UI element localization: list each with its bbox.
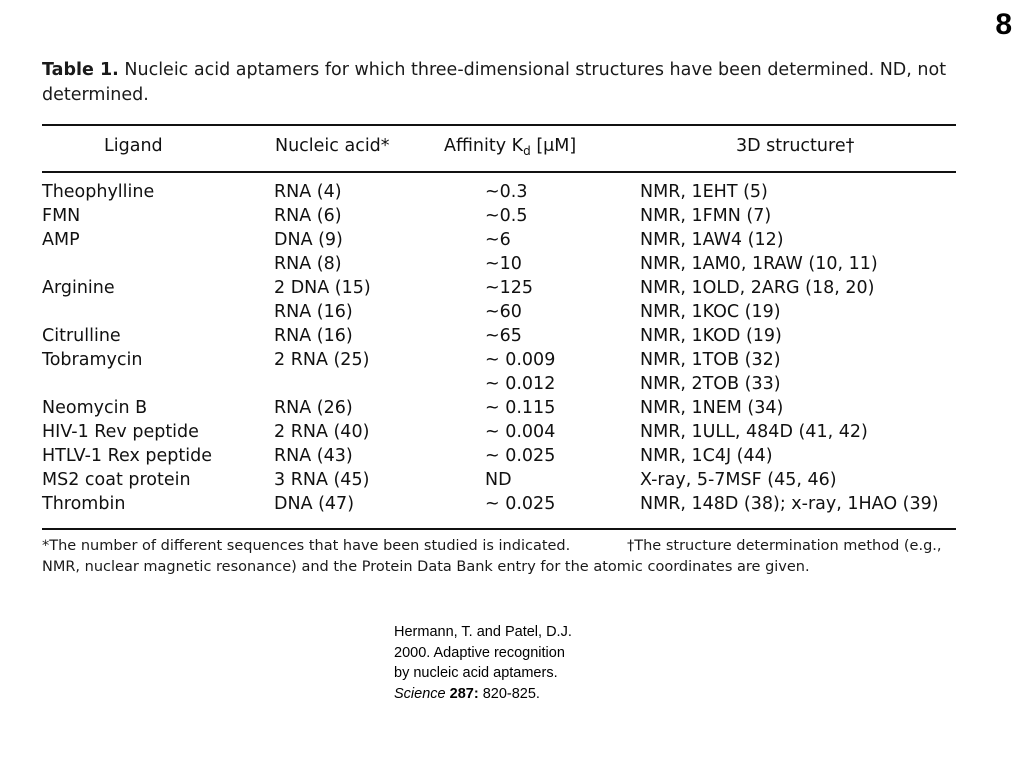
footnote-structure-method: †The structure determination method (e.g., [627,538,942,554]
cell-affinity: ~ 0.004 [485,422,556,442]
cell-structure: NMR, 1TOB (32) [640,350,781,370]
cell-structure: NMR, 1ULL, 484D (41, 42) [640,422,868,442]
header-affinity-unit: [μM] [536,136,577,156]
cell-nucleic-acid: DNA (47) [274,494,355,514]
cell-ligand: HIV-1 Rev peptide [42,422,199,442]
cell-affinity: ~ 0.115 [485,398,556,418]
citation-journal: Science [394,685,446,702]
citation-pages: 820-825. [482,685,540,702]
slide-number: 8 [995,8,1012,41]
footnote-sequences: *The number of different sequences that have been studied is indicated. [42,538,571,554]
cell-ligand: FMN [42,206,81,226]
table-row [0,446,1024,470]
cell-affinity: ~0.5 [485,206,528,226]
cell-structure: NMR, 1FMN (7) [640,206,772,226]
table-row [0,422,1024,446]
table-body [0,182,1024,518]
table-row [0,254,1024,278]
citation-source [394,684,654,705]
header-ligand: Ligand [104,136,163,156]
cell-affinity: ~60 [485,302,522,322]
citation [394,622,654,704]
citation-year-title: 2000. Adaptive recognition [394,644,565,661]
table-row [0,374,1024,398]
cell-affinity: ND [485,470,512,490]
cell-nucleic-acid: RNA (16) [274,302,353,322]
header-affinity-prefix: Affinity K [444,136,524,156]
cell-structure: NMR, 1NEM (34) [640,398,784,418]
header-affinity-subscript: d [523,144,531,158]
cell-affinity: ~0.3 [485,182,528,202]
table-top-rule [42,124,956,126]
cell-ligand: HTLV-1 Rex peptide [42,446,212,466]
citation-authors: Hermann, T. and Patel, D.J. [394,624,572,640]
footnote-structure-method-cont: NMR, nuclear magnetic resonance) and the Protein Data Bank entry for the atomic coordinates are given. [42,559,810,575]
table-bottom-rule [42,528,956,530]
header-nucleic-acid: Nucleic acid* [275,136,390,156]
cell-affinity: ~ 0.025 [485,494,556,514]
cell-nucleic-acid: RNA (26) [274,398,353,418]
citation-volume: 287: [449,685,479,702]
header-3d-structure: 3D structure† [736,136,855,156]
table-row [0,470,1024,494]
cell-ligand: Theophylline [42,182,155,202]
cell-structure: NMR, 1AM0, 1RAW (10, 11) [640,254,878,274]
cell-nucleic-acid: RNA (8) [274,254,342,274]
cell-affinity: ~65 [485,326,522,346]
cell-ligand: Arginine [42,278,115,298]
cell-ligand: AMP [42,230,80,250]
cell-structure: X-ray, 5-7MSF (45, 46) [640,470,837,490]
table-footnotes [42,536,972,575]
cell-structure: NMR, 1AW4 (12) [640,230,784,250]
cell-nucleic-acid: 2 DNA (15) [274,278,371,298]
cell-structure: NMR, 1EHT (5) [640,182,768,202]
cell-structure: NMR, 1KOD (19) [640,326,782,346]
cell-nucleic-acid: 3 RNA (45) [274,470,370,490]
cell-nucleic-acid: 2 RNA (40) [274,422,370,442]
table-header [0,136,1024,162]
table-row [0,326,1024,350]
table-header-rule [42,171,956,173]
cell-structure: NMR, 1KOC (19) [640,302,781,322]
cell-affinity: ~125 [485,278,534,298]
table-row [0,278,1024,302]
cell-structure: NMR, 1C4J (44) [640,446,773,466]
table-row [0,302,1024,326]
table-label: Table 1. [42,60,119,80]
cell-affinity: ~10 [485,254,522,274]
cell-affinity: ~ 0.025 [485,446,556,466]
cell-nucleic-acid: RNA (16) [274,326,353,346]
cell-structure: NMR, 1OLD, 2ARG (18, 20) [640,278,875,298]
cell-structure: NMR, 2TOB (33) [640,374,781,394]
cell-nucleic-acid: 2 RNA (25) [274,350,370,370]
cell-affinity: ~6 [485,230,511,250]
citation-title-cont: by nucleic acid aptamers. [394,665,558,681]
cell-nucleic-acid: RNA (43) [274,446,353,466]
table-row [0,398,1024,422]
table-row [0,206,1024,230]
table-row [0,230,1024,254]
header-affinity [444,136,576,156]
cell-ligand: Citrulline [42,326,121,346]
cell-affinity: ~ 0.012 [485,374,556,394]
table-row [0,182,1024,206]
cell-nucleic-acid: RNA (4) [274,182,342,202]
cell-ligand: Neomycin B [42,398,148,418]
cell-nucleic-acid: DNA (9) [274,230,343,250]
cell-ligand: Tobramycin [42,350,143,370]
cell-structure: NMR, 148D (38); x-ray, 1HAO (39) [640,494,939,514]
table-row [0,350,1024,374]
table-row [0,494,1024,518]
cell-ligand: MS2 coat protein [42,470,191,490]
cell-ligand: Thrombin [42,494,126,514]
table-caption [42,58,972,108]
table-title: Nucleic acid aptamers for which three-dimensional structures have been determined. ND, not determined. [42,60,947,105]
cell-nucleic-acid: RNA (6) [274,206,342,226]
cell-affinity: ~ 0.009 [485,350,556,370]
